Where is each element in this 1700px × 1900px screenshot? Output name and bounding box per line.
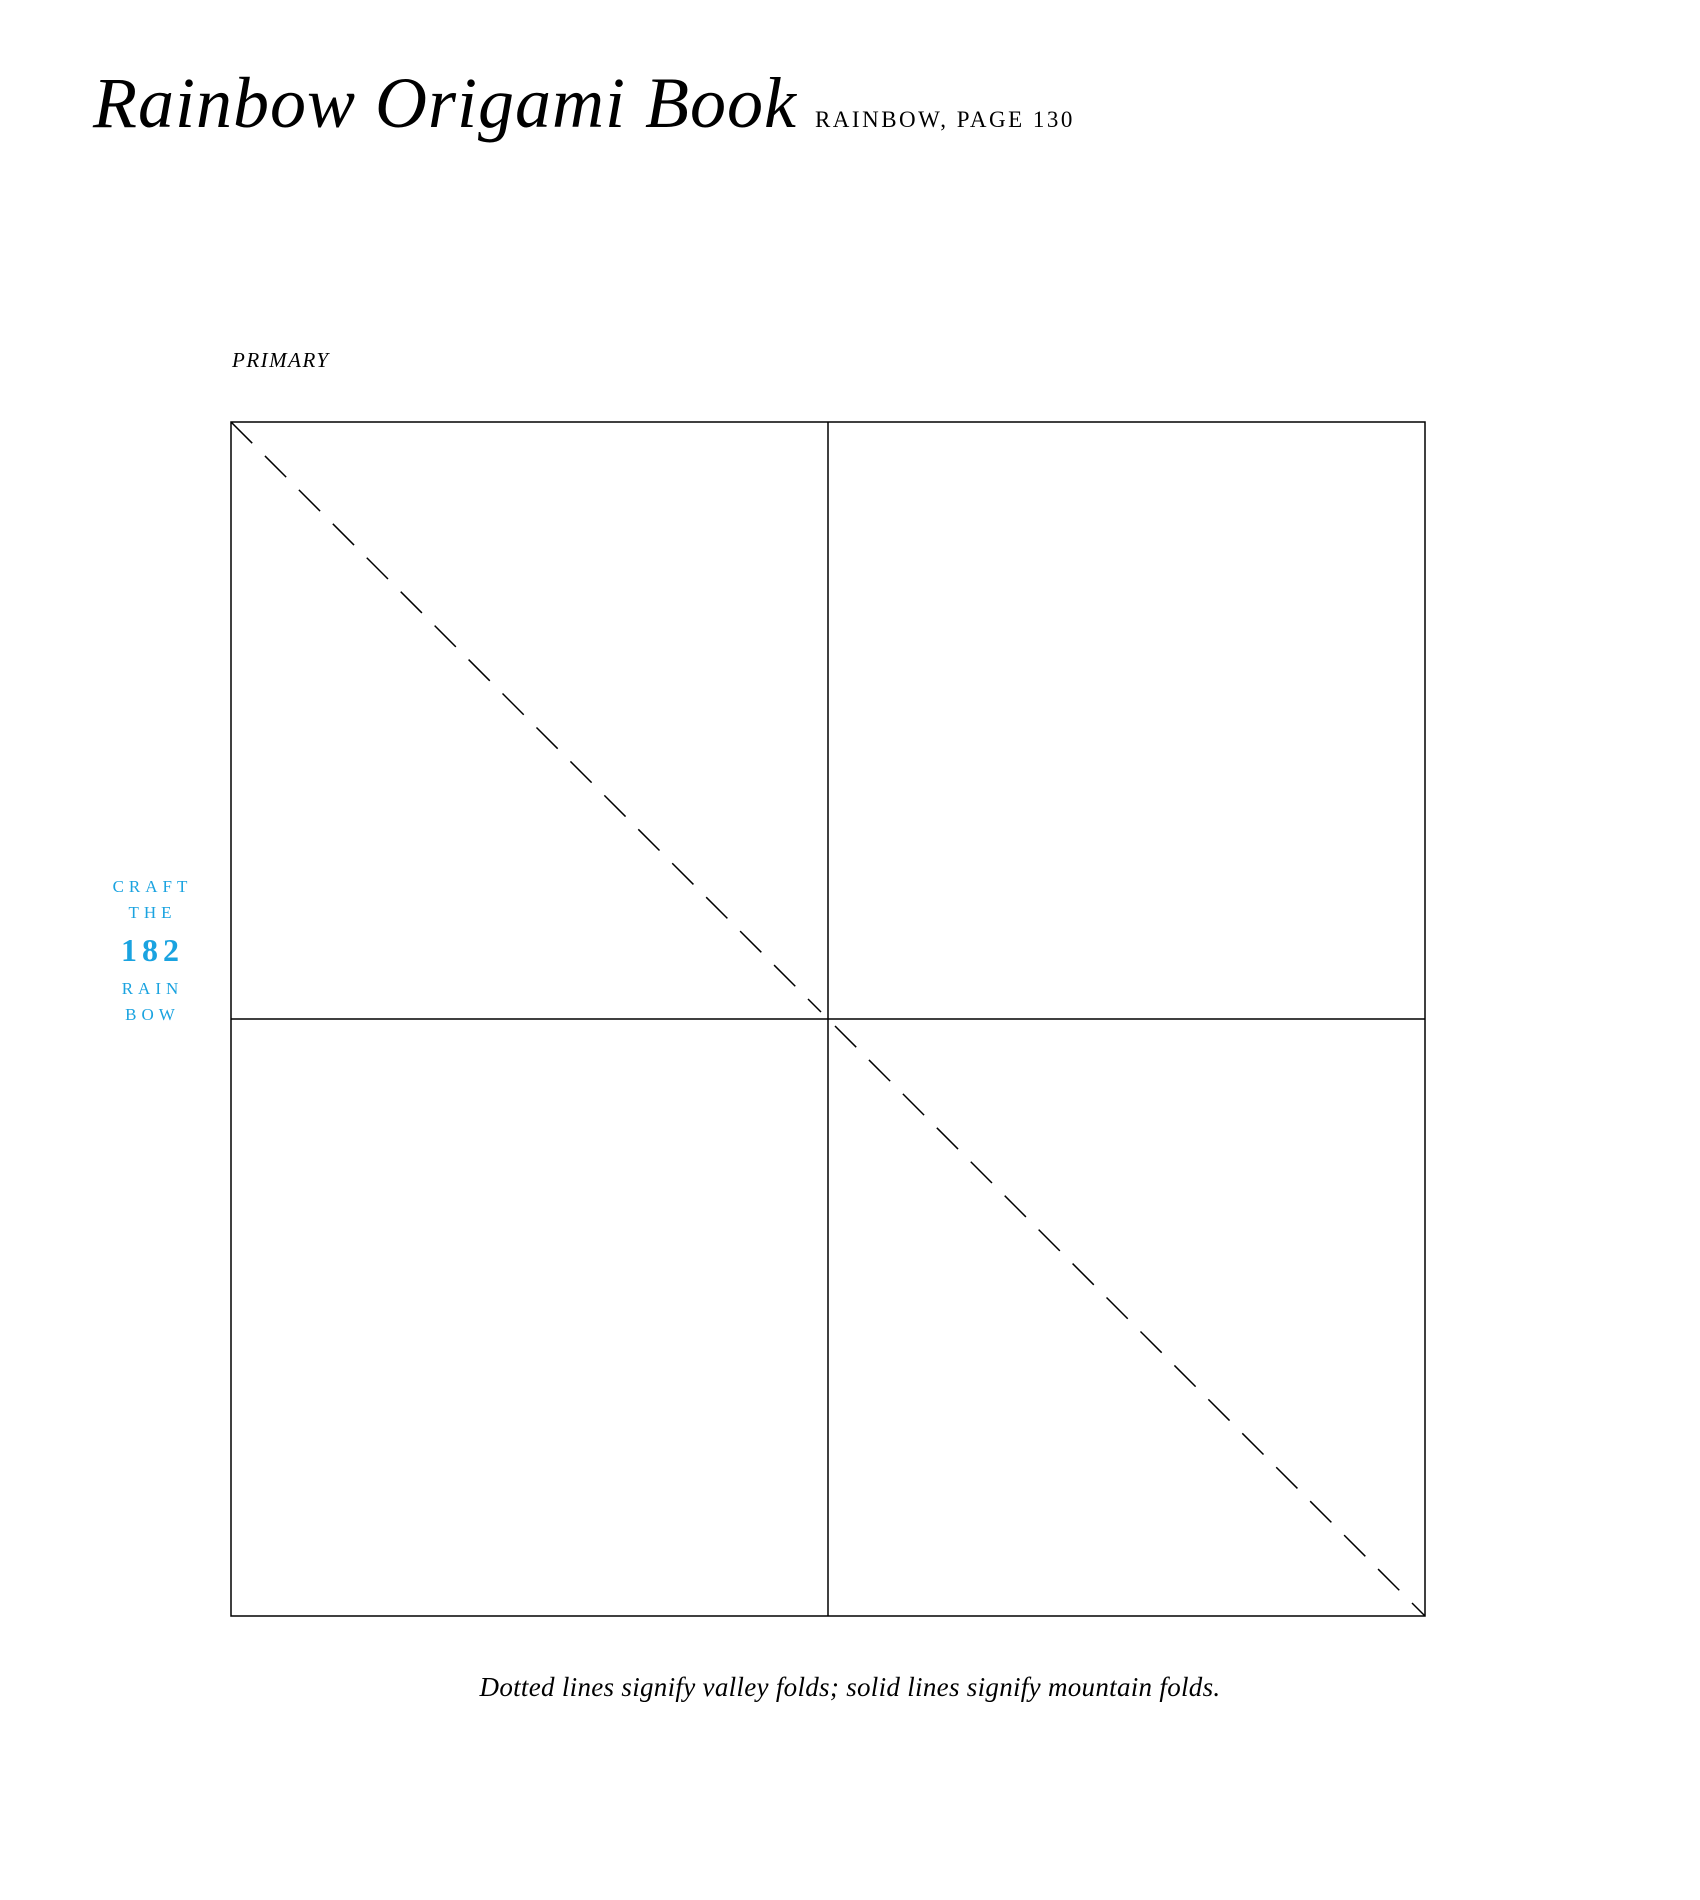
page-header xyxy=(93,62,1075,145)
fold-legend-caption: Dotted lines signify valley folds; solid lines signify mountain folds. xyxy=(479,1672,1221,1702)
side-label xyxy=(98,874,202,1028)
side-label-line3: RAIN xyxy=(121,979,184,998)
valley-fold-diagonal-lower xyxy=(835,1026,1425,1616)
side-label-number: 182 xyxy=(121,932,184,968)
side-label-line1: CRAFT xyxy=(112,877,193,896)
valley-fold-diagonal-upper xyxy=(231,422,821,1012)
side-label-line2: THE xyxy=(128,903,177,922)
section-label: PRIMARY xyxy=(232,348,330,372)
side-label-line4: BOW xyxy=(125,1005,180,1024)
book-title: Rainbow Origami Book xyxy=(93,63,797,143)
fold-diagram xyxy=(230,421,1426,1617)
book-subtitle: RAINBOW, PAGE 130 xyxy=(814,107,1075,132)
